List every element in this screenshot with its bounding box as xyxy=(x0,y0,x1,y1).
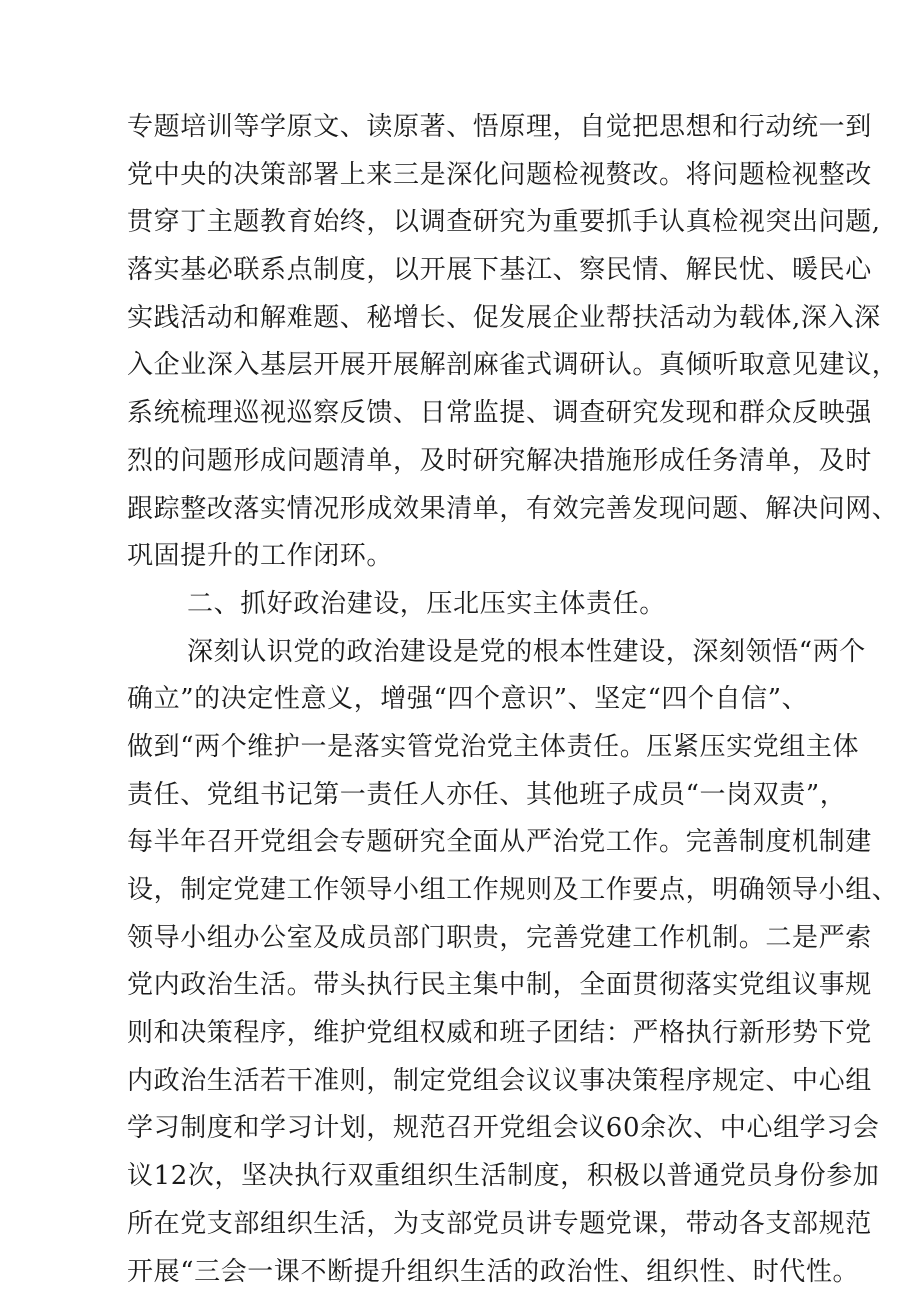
text-line: 专题培训等学原文、读原著、悟原理，自觉把思想和行动统一到 xyxy=(127,112,872,142)
text-line: 议12次，坚决执行双重组织生活制度，积极以普通党员身份参加 xyxy=(127,1161,880,1192)
text-line: 学习制度和学习计划，规范召开党组会议60余次、中心组学习会 xyxy=(127,1113,880,1144)
text-line: 设，制定党建工作领导小组工作规则及工作要点，明确领导小组、 xyxy=(127,875,899,905)
text-line: 责任、党组书记第一责任人亦任、其他班子成员“一岗双责”， xyxy=(127,779,847,810)
text-line: 开展“三会一课不断提升组织生活的政治性、组织性、时代性。 xyxy=(127,1256,860,1287)
text-line: 所在党支部组织生活，为支部党员讲专题党课，带动各支部规范 xyxy=(127,1208,872,1239)
text-line: 确立”的决定性意义，增强“四个意识”、坚定“四个自信”、 xyxy=(127,684,809,715)
text-line: 巩固提升的工作闭环。 xyxy=(127,541,394,572)
text-line: 烈的问题形成问题清单，及时研究解决措施形成任务清单，及时 xyxy=(127,445,872,476)
text-line: 每半年召开党组会专题研究全面从严治党工作。完善制度机制建 xyxy=(127,827,872,858)
text-line: 内政治生活若干准则，制定党组会议议事决策程序规定、中心组 xyxy=(127,1065,872,1096)
text-line: 跟踪整改落实情况形成效果清单，有效完善发现问题、解决问网、 xyxy=(127,493,899,524)
text-line: 系统梳理巡视巡察反馈、日常监提、调查研究发现和群众反映强 xyxy=(127,398,872,429)
text-line: 贯穿丁主题教育始终，以调查研究为重要抓手认真检视突出问题, xyxy=(127,207,881,238)
paragraph-first-line: 深刻认识党的政治建设是党的根本性建设，深刻领悟“两个 xyxy=(187,636,866,667)
text-line: 则和决策程序，维护党组权威和班子团结：严格执行新形势下党 xyxy=(127,1018,872,1049)
document-body xyxy=(127,104,899,1296)
text-line: 党内政治生活。带头执行民主集中制，全面贯彻落实党组议事规 xyxy=(127,970,872,1001)
text-line: 领导小组办公室及成员部门职贵，完善党建工作机制。二是严索 xyxy=(127,922,872,953)
text-line: 实践活动和解难题、秘增长、促发展企业帮扶活动为载体,深入深 xyxy=(127,302,881,333)
text-line: 做到“两个维护一是落实管党治党主体责任。压紧压实党组主体 xyxy=(127,731,860,762)
text-line: 入企业深入基层开展开展解剖麻雀式调研认。真倾听取意见建议， xyxy=(127,350,899,381)
text-line: 落实基必联系点制度，以开展下基江、察民情、解民忧、暖民心 xyxy=(127,255,872,286)
section-heading: 二、抓好政治建设，压北压实主体责任。 xyxy=(187,588,666,619)
text-line: 党中央的决策部署上来三是深化问题检视赘改。将问题检视整改 xyxy=(127,159,872,190)
